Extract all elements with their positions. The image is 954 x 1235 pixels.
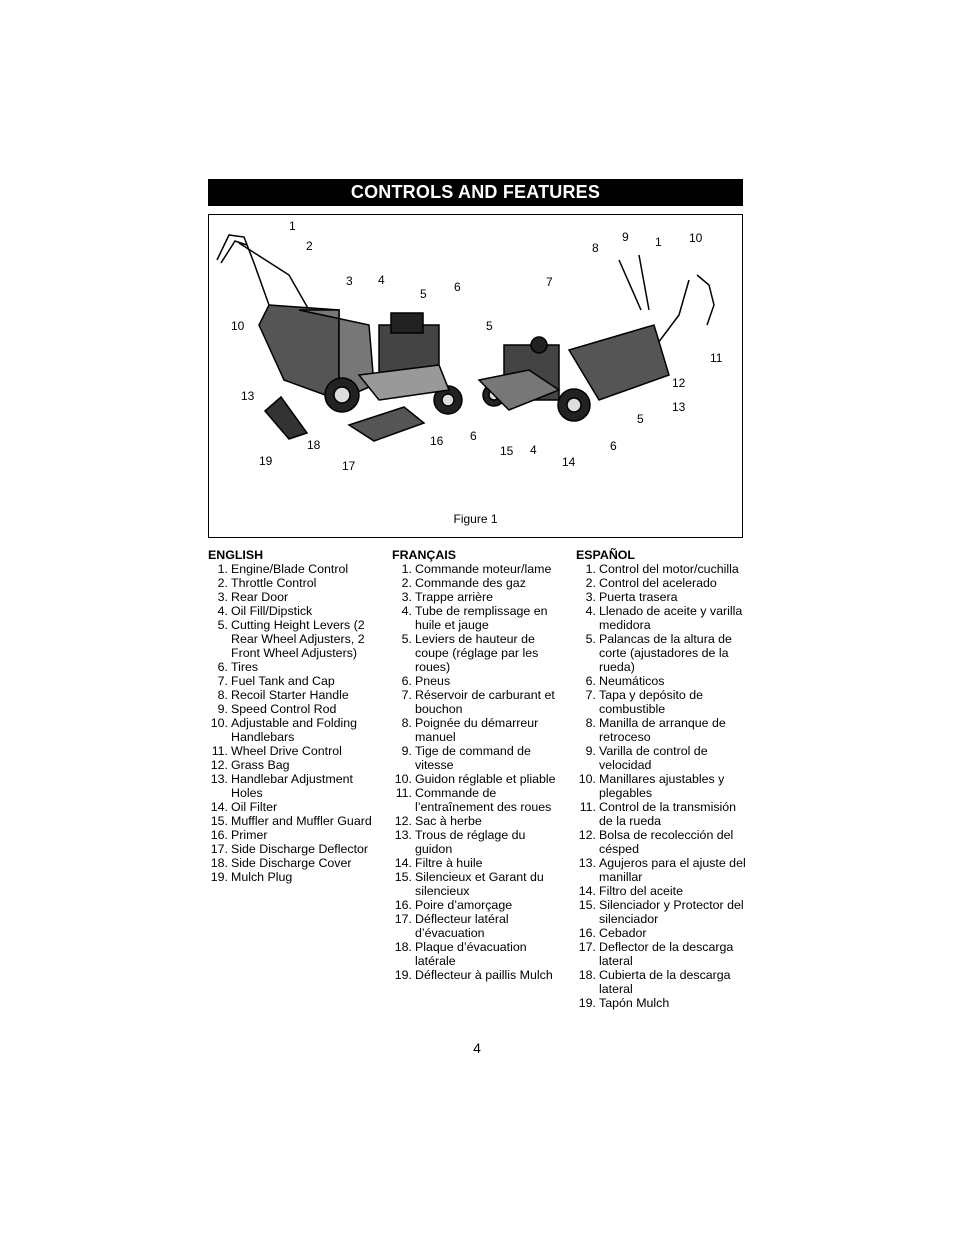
list-item bbox=[576, 996, 748, 1010]
item-label: Pneus bbox=[415, 674, 451, 688]
list-item bbox=[576, 884, 748, 898]
list-item bbox=[576, 576, 748, 590]
item-label: Varilla de control de velocidad bbox=[599, 744, 708, 772]
item-label: Palancas de la altura de corte (ajustadores de la rueda) bbox=[599, 632, 732, 674]
item-number: 6. bbox=[217, 660, 228, 674]
item-number: 10. bbox=[578, 772, 596, 786]
right-mower-drawing bbox=[479, 255, 714, 421]
item-number: 8. bbox=[401, 716, 412, 730]
item-number: 7. bbox=[401, 688, 412, 702]
callout-4: 4 bbox=[378, 273, 385, 287]
callout-16: 16 bbox=[430, 434, 444, 448]
item-number: 15. bbox=[394, 870, 412, 884]
callout-9: 9 bbox=[622, 230, 629, 244]
callout-4b: 4 bbox=[530, 443, 537, 457]
parts-list bbox=[392, 562, 564, 982]
item-label: Plaque d’évacuation latérale bbox=[415, 940, 527, 968]
list-item bbox=[392, 688, 564, 716]
list-item bbox=[208, 576, 380, 590]
item-label: Déflecteur à paillis Mulch bbox=[415, 968, 553, 982]
item-number: 18. bbox=[578, 968, 596, 982]
item-label: Side Discharge Cover bbox=[231, 856, 352, 870]
item-label: Silenciador y Protector del silenciador bbox=[599, 898, 744, 926]
callout-6: 6 bbox=[454, 280, 461, 294]
item-number: 6. bbox=[585, 674, 596, 688]
item-label: Engine/Blade Control bbox=[231, 562, 349, 576]
callout-18: 18 bbox=[307, 438, 321, 452]
list-item bbox=[392, 940, 564, 968]
item-number: 2. bbox=[401, 576, 412, 590]
item-label: Mulch Plug bbox=[231, 870, 293, 884]
list-item bbox=[392, 576, 564, 590]
item-number: 2. bbox=[585, 576, 596, 590]
item-label: Tapa y depósito de combustible bbox=[599, 688, 704, 716]
item-number: 9. bbox=[217, 702, 228, 716]
column-heading: FRANÇAIS bbox=[392, 548, 457, 562]
list-item bbox=[208, 618, 380, 660]
callout-7: 7 bbox=[546, 275, 553, 289]
item-label: Puerta trasera bbox=[599, 590, 678, 604]
item-label: Fuel Tank and Cap bbox=[231, 674, 335, 688]
item-label: Grass Bag bbox=[231, 758, 290, 772]
item-number: 4. bbox=[217, 604, 228, 618]
list-item bbox=[208, 842, 380, 856]
item-label: Guidon réglable et pliable bbox=[415, 772, 556, 786]
item-label: Primer bbox=[231, 828, 268, 842]
list-item bbox=[576, 674, 748, 688]
callout-13b: 13 bbox=[672, 400, 686, 414]
callout-5: 5 bbox=[420, 287, 427, 301]
item-number: 19. bbox=[578, 996, 596, 1010]
callout-8: 8 bbox=[592, 241, 599, 255]
item-label: Silencieux et Garant du silencieux bbox=[415, 870, 544, 898]
list-item bbox=[208, 604, 380, 618]
item-label: Tige de command de vitesse bbox=[415, 744, 531, 772]
list-item bbox=[392, 898, 564, 912]
list-item bbox=[576, 898, 748, 926]
column-espanol bbox=[576, 548, 748, 1010]
list-item bbox=[392, 786, 564, 814]
section-title: CONTROLS AND FEATURES bbox=[208, 179, 743, 206]
item-label: Throttle Control bbox=[231, 576, 317, 590]
list-item bbox=[392, 744, 564, 772]
list-item bbox=[576, 604, 748, 632]
item-number: 19. bbox=[210, 870, 228, 884]
item-number: 5. bbox=[217, 618, 228, 632]
item-number: 14. bbox=[394, 856, 412, 870]
item-label: Bolsa de recolección del césped bbox=[599, 828, 734, 856]
item-label: Deflector de la descarga lateral bbox=[599, 940, 734, 968]
item-label: Speed Control Rod bbox=[231, 702, 337, 716]
column-heading: ESPAÑOL bbox=[576, 548, 635, 562]
callout-10b: 10 bbox=[689, 231, 703, 245]
item-label: Adjustable and Folding Handlebars bbox=[231, 716, 358, 744]
list-item bbox=[392, 828, 564, 856]
item-number: 19. bbox=[394, 968, 412, 982]
mower-illustration bbox=[209, 215, 742, 537]
item-number: 11. bbox=[395, 786, 412, 800]
item-label: Agujeros para el ajuste del manillar bbox=[599, 856, 746, 884]
item-label: Wheel Drive Control bbox=[231, 744, 342, 758]
list-item bbox=[392, 870, 564, 898]
item-number: 16. bbox=[578, 926, 596, 940]
item-number: 12. bbox=[210, 758, 228, 772]
item-number: 12. bbox=[578, 828, 596, 842]
item-number: 10. bbox=[394, 772, 412, 786]
item-label: Handlebar Adjustment Holes bbox=[231, 772, 353, 800]
callout-6b: 6 bbox=[470, 429, 477, 443]
item-number: 16. bbox=[210, 828, 228, 842]
list-item bbox=[576, 744, 748, 772]
item-label: Neumáticos bbox=[599, 674, 665, 688]
figure-caption: Figure 1 bbox=[453, 512, 498, 526]
item-number: 17. bbox=[394, 912, 412, 926]
callout-1b: 1 bbox=[655, 235, 662, 249]
list-item bbox=[576, 828, 748, 856]
list-item bbox=[392, 912, 564, 940]
item-label: Oil Fill/Dipstick bbox=[231, 604, 313, 618]
item-number: 4. bbox=[401, 604, 412, 618]
list-item bbox=[392, 968, 564, 982]
callout-3: 3 bbox=[346, 274, 353, 288]
item-number: 11. bbox=[211, 744, 228, 758]
item-number: 18. bbox=[210, 856, 228, 870]
item-number: 17. bbox=[578, 940, 596, 954]
callout-14: 14 bbox=[562, 455, 576, 469]
item-label: Manilla de arranque de retroceso bbox=[599, 716, 726, 744]
item-number: 13. bbox=[578, 856, 596, 870]
callout-2: 2 bbox=[306, 239, 313, 253]
list-item bbox=[208, 856, 380, 870]
item-label: Réservoir de carburant et bouchon bbox=[415, 688, 555, 716]
column-francais bbox=[392, 548, 564, 982]
list-item bbox=[576, 940, 748, 968]
page-number: 4 bbox=[473, 1040, 481, 1056]
item-label: Commande de l’entraînement des roues bbox=[415, 786, 552, 814]
list-item bbox=[208, 744, 380, 758]
item-label: Leviers de hauteur de coupe (réglage par les roues) bbox=[415, 632, 539, 674]
item-label: Recoil Starter Handle bbox=[231, 688, 349, 702]
item-label: Rear Door bbox=[231, 590, 289, 604]
list-item bbox=[208, 772, 380, 800]
list-item bbox=[576, 716, 748, 744]
list-item bbox=[392, 590, 564, 604]
callout-11: 11 bbox=[710, 351, 723, 365]
item-number: 15. bbox=[578, 898, 596, 912]
item-number: 4. bbox=[585, 604, 596, 618]
list-item bbox=[392, 814, 564, 828]
callout-5b: 5 bbox=[486, 319, 493, 333]
parts-list bbox=[576, 562, 748, 1010]
item-label: Control del motor/cuchilla bbox=[599, 562, 739, 576]
list-item bbox=[208, 702, 380, 716]
item-label: Llenado de aceite y varilla medidora bbox=[599, 604, 743, 632]
list-item bbox=[208, 590, 380, 604]
callout-10: 10 bbox=[231, 319, 245, 333]
item-label: Filtre à huile bbox=[415, 856, 483, 870]
list-item bbox=[576, 856, 748, 884]
list-item bbox=[576, 632, 748, 674]
list-item bbox=[392, 562, 564, 576]
item-number: 1. bbox=[401, 562, 412, 576]
item-number: 6. bbox=[401, 674, 412, 688]
list-item bbox=[392, 716, 564, 744]
item-number: 5. bbox=[585, 632, 596, 646]
column-english bbox=[208, 548, 380, 884]
item-number: 14. bbox=[210, 800, 228, 814]
list-item bbox=[208, 870, 380, 884]
item-number: 3. bbox=[585, 590, 596, 604]
list-item bbox=[208, 688, 380, 702]
item-label: Manillares ajustables y plegables bbox=[599, 772, 725, 800]
item-number: 16. bbox=[394, 898, 412, 912]
list-item bbox=[576, 926, 748, 940]
list-item bbox=[392, 632, 564, 674]
item-number: 10. bbox=[210, 716, 228, 730]
item-label: Side Discharge Deflector bbox=[231, 842, 369, 856]
list-item bbox=[208, 828, 380, 842]
item-number: 17. bbox=[210, 842, 228, 856]
callout-6c: 6 bbox=[610, 439, 617, 453]
list-item bbox=[576, 590, 748, 604]
item-label: Déflecteur latéral d’évacuation bbox=[415, 912, 509, 940]
item-label: Filtro del aceite bbox=[599, 884, 684, 898]
list-item bbox=[208, 814, 380, 828]
item-number: 11. bbox=[579, 800, 596, 814]
callout-5c: 5 bbox=[637, 412, 644, 426]
list-item bbox=[208, 562, 380, 576]
item-label: Control de la transmisión de la rueda bbox=[599, 800, 737, 828]
callout-15: 15 bbox=[500, 444, 514, 458]
item-label: Poire d’amorçage bbox=[415, 898, 513, 912]
item-label: Trous de réglage du guidon bbox=[415, 828, 526, 856]
item-number: 14. bbox=[578, 884, 596, 898]
item-label: Commande moteur/lame bbox=[415, 562, 552, 576]
list-item bbox=[576, 688, 748, 716]
mower-figure bbox=[208, 214, 743, 538]
item-number: 2. bbox=[217, 576, 228, 590]
list-item bbox=[392, 604, 564, 632]
list-item bbox=[208, 800, 380, 814]
parts-list bbox=[208, 562, 380, 884]
item-label: Commande des gaz bbox=[415, 576, 526, 590]
item-number: 3. bbox=[217, 590, 228, 604]
item-number: 5. bbox=[401, 632, 412, 646]
list-item bbox=[576, 772, 748, 800]
list-item bbox=[576, 800, 748, 828]
list-item bbox=[208, 758, 380, 772]
item-number: 7. bbox=[217, 674, 228, 688]
item-number: 15. bbox=[210, 814, 228, 828]
item-number: 1. bbox=[217, 562, 228, 576]
list-item bbox=[208, 716, 380, 744]
item-label: Control del acelerado bbox=[599, 576, 717, 590]
list-item bbox=[392, 674, 564, 688]
item-number: 7. bbox=[585, 688, 596, 702]
item-label: Sac à herbe bbox=[415, 814, 482, 828]
callout-17: 17 bbox=[342, 459, 356, 473]
list-item bbox=[392, 856, 564, 870]
item-label: Cutting Height Levers (2 Rear Wheel Adjusters, 2 Front Wheel Adjusters) bbox=[231, 618, 365, 660]
item-label: Trappe arrière bbox=[415, 590, 494, 604]
item-label: Oil Filter bbox=[231, 800, 278, 814]
item-label: Tapón Mulch bbox=[599, 996, 670, 1010]
list-item bbox=[208, 660, 380, 674]
callout-1: 1 bbox=[289, 219, 296, 233]
item-number: 8. bbox=[585, 716, 596, 730]
item-number: 9. bbox=[585, 744, 596, 758]
item-number: 1. bbox=[585, 562, 596, 576]
item-number: 13. bbox=[394, 828, 412, 842]
callout-19: 19 bbox=[259, 454, 273, 468]
list-item bbox=[208, 674, 380, 688]
item-label: Tube de remplissage en huile et jauge bbox=[415, 604, 548, 632]
list-item bbox=[576, 562, 748, 576]
left-mower-drawing bbox=[217, 235, 462, 441]
item-label: Tires bbox=[231, 660, 259, 674]
callout-13: 13 bbox=[241, 389, 255, 403]
item-number: 8. bbox=[217, 688, 228, 702]
item-label: Cubierta de la descarga lateral bbox=[599, 968, 731, 996]
item-number: 12. bbox=[394, 814, 412, 828]
item-number: 13. bbox=[210, 772, 228, 786]
column-heading: ENGLISH bbox=[208, 548, 264, 562]
item-label: Cebador bbox=[599, 926, 647, 940]
item-number: 18. bbox=[394, 940, 412, 954]
item-number: 9. bbox=[401, 744, 412, 758]
list-item bbox=[392, 772, 564, 786]
callout-12: 12 bbox=[672, 376, 686, 390]
item-label: Poignée du démarreur manuel bbox=[415, 716, 539, 744]
item-label: Muffler and Muffler Guard bbox=[231, 814, 372, 828]
list-item bbox=[576, 968, 748, 996]
item-number: 3. bbox=[401, 590, 412, 604]
